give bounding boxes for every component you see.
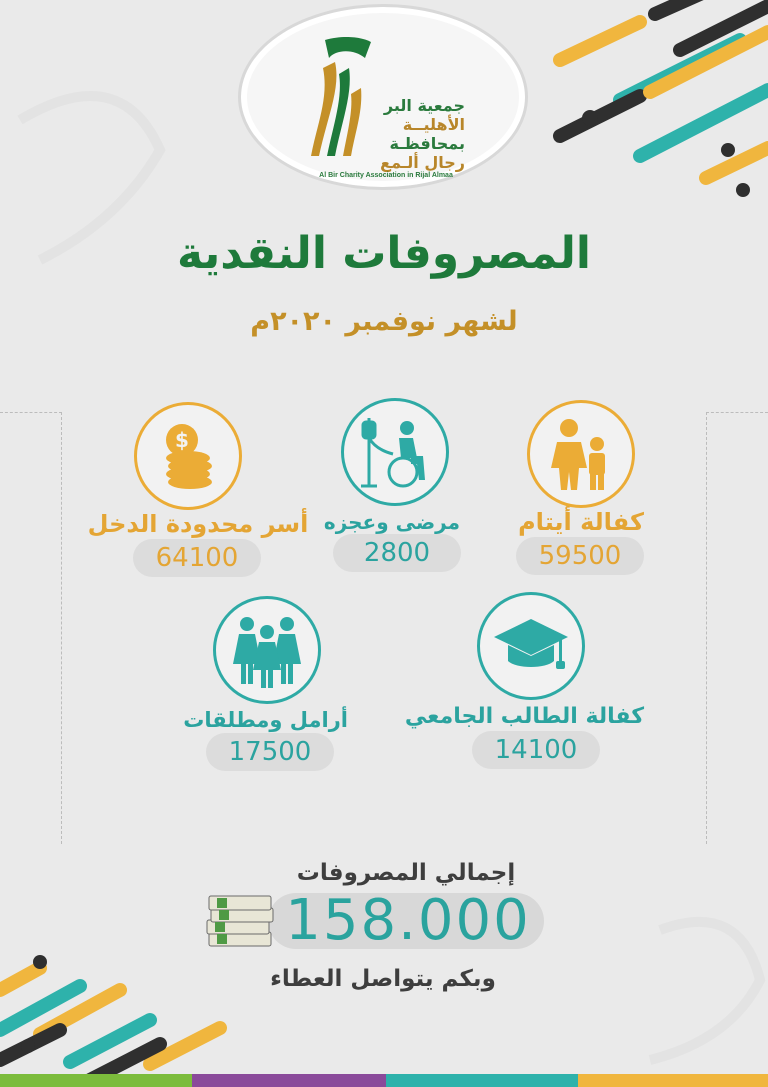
frame-right-divider <box>706 412 768 844</box>
bar-segment-green <box>0 1074 192 1087</box>
low-income-value: 64100 <box>133 539 261 577</box>
coins-icon <box>148 416 228 496</box>
bar-segment-teal <box>386 1074 578 1087</box>
total-value: 158.000 <box>285 888 531 953</box>
student-label: كفالة الطالب الجامعي <box>404 704 644 729</box>
page-title: المصروفات النقدية <box>177 228 591 279</box>
bar-segment-gold <box>578 1074 768 1087</box>
logo-line-4: رجال ألـمع <box>380 153 465 172</box>
low-income-circle <box>134 402 242 510</box>
patients-circle <box>341 398 449 506</box>
children-icon <box>541 414 621 494</box>
footer-slogan: وبكم يتواصل العطاء <box>270 966 496 992</box>
low-income-label: أسر محدودة الدخل <box>87 510 309 538</box>
student-value: 14100 <box>472 731 600 769</box>
widows-label: أرامل ومطلقات <box>183 708 348 732</box>
women-group-icon <box>225 608 309 692</box>
graduation-cap-icon <box>490 605 572 687</box>
bottom-color-bar <box>0 1074 768 1087</box>
logo-english-name: Al Bir Charity Association in Rijal Almaa <box>319 172 453 179</box>
bar-segment-purple <box>192 1074 386 1087</box>
orphans-value: 59500 <box>516 537 644 575</box>
widows-circle <box>213 596 321 704</box>
wheelchair-icon <box>355 412 435 492</box>
student-circle <box>477 592 585 700</box>
logo-line-1: جمعية البر <box>383 96 465 115</box>
orphans-label: كفالة أيتام <box>518 508 644 536</box>
logo-name <box>355 96 465 172</box>
widows-value: 17500 <box>206 733 334 771</box>
orphans-circle <box>527 400 635 508</box>
patients-value: 2800 <box>333 534 461 572</box>
patients-label: مرضى وعجزه <box>323 510 460 534</box>
total-label: إجمالي المصروفات <box>296 860 516 886</box>
svg-text:$: $ <box>175 428 189 452</box>
logo-line-3: بمحافظـة <box>389 134 465 153</box>
money-stack-icon <box>203 892 279 952</box>
logo-line-2: الأهليــة <box>402 115 465 134</box>
page-subtitle: لشهر نوفمبر ٢٠٢٠م <box>250 306 518 337</box>
frame-left-divider <box>0 412 62 844</box>
